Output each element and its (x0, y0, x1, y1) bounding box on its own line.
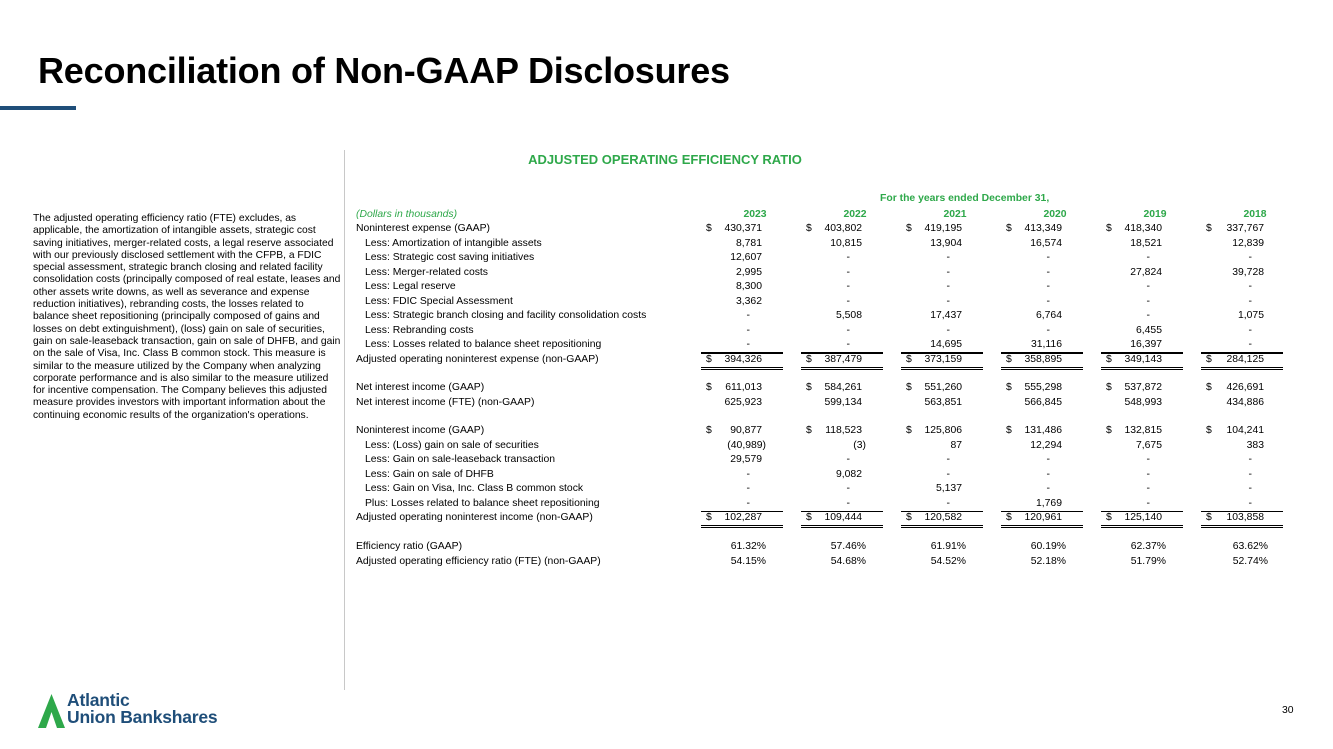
currency-symbol: $ (1206, 353, 1212, 365)
table-row (356, 238, 1284, 253)
cell-2018: - (1248, 252, 1252, 263)
cell-2022: 387,479 (824, 353, 862, 365)
table-row (356, 454, 1284, 469)
currency-symbol: $ (1106, 382, 1112, 393)
cell-2018: 383 (1246, 439, 1264, 451)
cell-2019: 537,872 (1124, 382, 1162, 393)
cell-underline (801, 511, 883, 512)
cell-double-underline (801, 369, 883, 370)
units-label: (Dollars in thousands) (356, 209, 458, 220)
cell-2022: 5,508 (835, 310, 862, 321)
cell-double-underline (701, 369, 783, 370)
cell-2022: - (846, 454, 850, 465)
cell-2019: 27,824 (1130, 266, 1162, 278)
table-row (356, 512, 1284, 527)
cell-double-underline (1101, 369, 1183, 370)
table-row (356, 223, 1284, 238)
cell-double-underline (1101, 527, 1183, 528)
cell-2020: - (1046, 252, 1050, 263)
cell-2023: 430,371 (724, 223, 762, 234)
row-label: Less: Merger-related costs (365, 266, 489, 278)
cell-double-underline (1201, 369, 1283, 370)
row-label: Plus: Losses related to balance sheet repositioning (365, 497, 600, 509)
cell-double-underline (1101, 367, 1183, 368)
table-row (356, 498, 1284, 513)
cell-2020: 566,845 (1024, 396, 1062, 408)
cell-2021: 17,437 (930, 310, 962, 321)
cell-2022: - (846, 483, 850, 494)
currency-symbol: $ (1006, 353, 1012, 365)
cell-2020: 555,298 (1024, 382, 1062, 393)
cell-2022: - (846, 281, 850, 292)
cell-2022: 109,444 (824, 512, 862, 523)
cell-2021: 61.91% (930, 541, 966, 552)
cell-2021: - (946, 324, 950, 336)
cell-2019: 16,397 (1130, 339, 1162, 350)
currency-symbol: $ (1006, 425, 1012, 436)
cell-2022: - (846, 252, 850, 263)
cell-2022: - (846, 497, 850, 509)
cell-2023: 3,362 (735, 295, 762, 307)
cell-2021: - (946, 295, 950, 307)
row-label: Adjusted operating noninterest income (non-GAAP) (356, 512, 593, 523)
cell-2019: - (1146, 281, 1150, 292)
sidebar-description: The adjusted operating efficiency ratio (FTE) excludes, as applicable, the amortization of intangible assets, strategic cost saving initiatives, merger-related costs, a legal reserve associated with our previously disclosed settlement with the CFPB, a FDIC special assessment, strategic branch closing and related facility consolidation costs (principally composed of real estate, leases and other assets write downs, as well as severance and expense reduction initiatives), rebranding costs, the losses related to balance sheet repositioning (principally composed of gains and losses on debt extinguishment), (loss) gain on sale of securities, gain on sale-leaseback transaction, gain on sale of DHFB, and gain on the sale of Visa, Inc. Class B common stock. This measure is similar to the measure utilized by the Company when analyzing corporate performance and is also similar to the measure utilized for incentive compensation. The Company believes this adjusted measure provides investors with important information about the continuing economic results of the organization's operations. (33, 213, 341, 421)
cell-underline (801, 353, 883, 354)
year-header-2022: 2022 (843, 209, 867, 220)
table-row (356, 483, 1284, 498)
cell-2023: - (746, 310, 750, 321)
cell-2022: (3) (853, 439, 866, 451)
row-label: Net interest income (GAAP) (356, 382, 485, 393)
cell-double-underline (1001, 525, 1083, 526)
cell-2021: - (946, 266, 950, 278)
cell-2019: 418,340 (1124, 223, 1162, 234)
row-label: Less: Amortization of intangible assets (365, 237, 542, 249)
cell-double-underline (1101, 525, 1183, 526)
cell-2022: - (846, 295, 850, 307)
currency-symbol: $ (1106, 223, 1112, 234)
cell-2018: 52.74% (1232, 555, 1268, 567)
cell-2018: - (1248, 295, 1252, 307)
cell-2022: 403,802 (824, 223, 862, 234)
table-row (356, 397, 1284, 412)
row-label: Less: Strategic branch closing and facility consolidation costs (365, 310, 647, 321)
currency-symbol: $ (806, 382, 812, 393)
cell-underline (1101, 511, 1183, 512)
cell-double-underline (901, 367, 983, 368)
logo-line-1: Atlantic (67, 690, 130, 710)
table-row (356, 541, 1284, 556)
cell-underline (1001, 511, 1083, 512)
cell-2023: - (746, 339, 750, 350)
cell-underline (1101, 353, 1183, 354)
cell-2021: 87 (950, 439, 962, 451)
currency-symbol: $ (1006, 382, 1012, 393)
cell-double-underline (701, 525, 783, 526)
row-label: Less: Legal reserve (365, 281, 456, 292)
cell-underline (701, 353, 783, 354)
cell-2021: 13,904 (930, 237, 962, 249)
row-label: Less: (Loss) gain on sale of securities (365, 439, 539, 451)
currency-symbol: $ (806, 223, 812, 234)
currency-symbol: $ (1106, 425, 1112, 436)
cell-2019: - (1146, 468, 1150, 480)
cell-2022: 57.46% (830, 541, 866, 552)
cell-double-underline (701, 527, 783, 528)
row-label: Less: Strategic cost saving initiatives (365, 252, 535, 263)
cell-2020: 6,764 (1035, 310, 1062, 321)
cell-double-underline (801, 525, 883, 526)
cell-2018: - (1248, 468, 1252, 480)
cell-2019: 18,521 (1130, 237, 1162, 249)
logo-line-2: Union Bankshares (67, 707, 218, 727)
cell-2020: - (1046, 454, 1050, 465)
cell-double-underline (901, 525, 983, 526)
cell-double-underline (1001, 527, 1083, 528)
cell-2020: 1,769 (1035, 497, 1062, 509)
row-label: Less: Rebranding costs (365, 324, 474, 336)
table-row (356, 252, 1284, 267)
table-row (356, 469, 1284, 484)
cell-2018: 426,691 (1226, 382, 1264, 393)
table-row (356, 339, 1284, 354)
cell-2022: - (846, 266, 850, 278)
currency-symbol: $ (906, 353, 912, 365)
row-label: Less: Gain on sale-leaseback transaction (365, 454, 556, 465)
cell-underline (1001, 353, 1083, 354)
cell-2023: 54.15% (730, 555, 766, 567)
currency-symbol: $ (806, 512, 812, 523)
cell-2019: 548,993 (1124, 396, 1162, 408)
year-header-2021: 2021 (943, 209, 967, 220)
cell-2021: 563,851 (924, 396, 962, 408)
cell-2023: 2,995 (735, 266, 762, 278)
cell-2019: - (1146, 497, 1150, 509)
cell-2022: 599,134 (824, 396, 862, 408)
year-header-2018: 2018 (1243, 209, 1267, 220)
cell-2019: 125,140 (1124, 512, 1162, 523)
row-label: Less: Gain on sale of DHFB (365, 468, 494, 480)
cell-2023: 90,877 (730, 425, 762, 436)
row-label: Less: FDIC Special Assessment (365, 295, 513, 307)
cell-2018: 337,767 (1226, 223, 1264, 234)
cell-2018: 12,839 (1232, 237, 1264, 249)
cell-2023: 8,781 (735, 237, 762, 249)
cell-double-underline (701, 367, 783, 368)
cell-2019: 6,455 (1135, 324, 1162, 336)
currency-symbol: $ (706, 512, 712, 523)
cell-2018: 1,075 (1237, 310, 1264, 321)
company-logo (38, 692, 278, 732)
table-row (356, 382, 1284, 397)
vertical-divider (344, 150, 345, 690)
currency-symbol: $ (1106, 353, 1112, 365)
cell-double-underline (1201, 525, 1283, 526)
cell-2023: (40,989) (727, 439, 766, 451)
logo-mark-icon (38, 694, 65, 728)
cell-2019: 132,815 (1124, 425, 1162, 436)
currency-symbol: $ (1206, 223, 1212, 234)
cell-2021: 5,137 (935, 483, 962, 494)
cell-2023: - (746, 324, 750, 336)
currency-symbol: $ (706, 223, 712, 234)
cell-2022: 54.68% (830, 555, 866, 567)
cell-2020: - (1046, 324, 1050, 336)
cell-2020: 12,294 (1030, 439, 1062, 451)
cell-2019: 7,675 (1135, 439, 1162, 451)
logo-wordmark (67, 692, 217, 726)
cell-double-underline (801, 527, 883, 528)
table-row (356, 310, 1284, 325)
cell-2021: 373,159 (924, 353, 962, 365)
cell-2022: - (846, 324, 850, 336)
currency-symbol: $ (906, 425, 912, 436)
currency-symbol: $ (706, 425, 712, 436)
cell-2020: 120,961 (1024, 512, 1062, 523)
table-title: ADJUSTED OPERATING EFFICIENCY RATIO (528, 152, 802, 167)
cell-2021: 125,806 (924, 425, 962, 436)
cell-double-underline (801, 367, 883, 368)
table-row (356, 267, 1284, 282)
year-header-2023: 2023 (743, 209, 767, 220)
cell-double-underline (1201, 367, 1283, 368)
page-number: 30 (1282, 705, 1294, 716)
currency-symbol: $ (906, 382, 912, 393)
cell-2018: - (1248, 483, 1252, 494)
table-row (356, 556, 1284, 571)
row-label: Less: Gain on Visa, Inc. Class B common stock (365, 483, 584, 494)
cell-2021: 14,695 (930, 339, 962, 350)
cell-double-underline (1001, 367, 1083, 368)
cell-2020: 413,349 (1024, 223, 1062, 234)
currency-symbol: $ (1106, 512, 1112, 523)
row-label: Adjusted operating noninterest expense (non-GAAP) (356, 353, 599, 365)
currency-symbol: $ (1006, 512, 1012, 523)
currency-symbol: $ (1206, 425, 1212, 436)
cell-2019: - (1146, 252, 1150, 263)
page-title: Reconciliation of Non-GAAP Disclosures (38, 50, 730, 91)
table-row (356, 281, 1284, 296)
cell-2018: - (1248, 281, 1252, 292)
cell-2021: 120,582 (924, 512, 962, 523)
cell-2023: 625,923 (724, 396, 762, 408)
cell-2020: 60.19% (1030, 541, 1066, 552)
row-label: Adjusted operating efficiency ratio (FTE) (non-GAAP) (356, 555, 601, 567)
year-header-2019: 2019 (1143, 209, 1167, 220)
cell-2018: - (1248, 497, 1252, 509)
cell-double-underline (1001, 369, 1083, 370)
cell-2023: 29,579 (730, 454, 762, 465)
table-row (356, 296, 1284, 311)
currency-symbol: $ (906, 512, 912, 523)
cell-2022: 10,815 (830, 237, 862, 249)
cell-double-underline (901, 369, 983, 370)
cell-2023: 12,607 (730, 252, 762, 263)
cell-2021: - (946, 252, 950, 263)
table-row (356, 425, 1284, 440)
year-header-2020: 2020 (1043, 209, 1067, 220)
table-row (356, 325, 1284, 340)
cell-underline (1201, 353, 1283, 354)
cell-2018: 63.62% (1232, 541, 1268, 552)
cell-2018: 434,886 (1226, 396, 1264, 408)
cell-2021: 419,195 (924, 223, 962, 234)
cell-2023: 102,287 (724, 512, 762, 523)
cell-double-underline (1201, 527, 1283, 528)
cell-2023: - (746, 483, 750, 494)
currency-symbol: $ (806, 353, 812, 365)
cell-2023: 611,013 (725, 382, 762, 393)
cell-2021: - (946, 497, 950, 509)
period-header: For the years ended December 31, (880, 193, 1050, 204)
table-row (356, 354, 1284, 369)
cell-2022: - (846, 339, 850, 350)
cell-2021: - (946, 281, 950, 292)
cell-2020: - (1046, 468, 1050, 480)
cell-2018: - (1248, 339, 1252, 350)
currency-symbol: $ (906, 223, 912, 234)
cell-2019: 62.37% (1130, 541, 1166, 552)
cell-2019: - (1146, 483, 1150, 494)
cell-underline (1201, 511, 1283, 512)
cell-2019: - (1146, 295, 1150, 307)
table-row (356, 440, 1284, 455)
cell-2018: 39,728 (1232, 266, 1264, 278)
cell-double-underline (901, 527, 983, 528)
cell-2020: 358,895 (1024, 353, 1062, 365)
cell-2021: 54.52% (930, 555, 966, 567)
currency-symbol: $ (1206, 382, 1212, 393)
row-label: Noninterest expense (GAAP) (356, 223, 490, 234)
cell-2019: - (1146, 454, 1150, 465)
cell-2022: 584,261 (824, 382, 862, 393)
row-label: Noninterest income (GAAP) (356, 425, 485, 436)
cell-2018: 103,858 (1226, 512, 1264, 523)
cell-2020: 31,116 (1030, 339, 1062, 350)
cell-2023: - (746, 468, 750, 480)
cell-2020: - (1046, 295, 1050, 307)
cell-2022: 9,082 (835, 468, 862, 480)
cell-2021: 551,260 (924, 382, 962, 393)
cell-underline (701, 511, 783, 512)
currency-symbol: $ (706, 382, 712, 393)
currency-symbol: $ (1006, 223, 1012, 234)
cell-2020: - (1046, 483, 1050, 494)
cell-2021: - (946, 468, 950, 480)
cell-underline (901, 511, 983, 512)
currency-symbol: $ (706, 353, 712, 365)
cell-2022: 118,523 (825, 425, 862, 436)
cell-2018: - (1248, 454, 1252, 465)
cell-underline (901, 353, 983, 354)
currency-symbol: $ (1206, 512, 1212, 523)
cell-2023: - (746, 497, 750, 509)
cell-2019: - (1146, 310, 1150, 321)
cell-2020: - (1046, 281, 1050, 292)
cell-2020: 52.18% (1030, 555, 1066, 567)
row-label: Efficiency ratio (GAAP) (356, 541, 463, 552)
cell-2018: - (1248, 324, 1252, 336)
row-label: Less: Losses related to balance sheet repositioning (365, 339, 602, 350)
cell-2018: 104,241 (1226, 425, 1264, 436)
cell-2023: 61.32% (730, 541, 766, 552)
cell-2020: 16,574 (1030, 237, 1062, 249)
cell-2023: 394,326 (724, 353, 762, 365)
cell-2021: - (946, 454, 950, 465)
cell-2019: 51.79% (1130, 555, 1166, 567)
currency-symbol: $ (806, 425, 812, 436)
title-accent-bar (0, 106, 76, 110)
row-label: Net interest income (FTE) (non-GAAP) (356, 396, 535, 408)
cell-2018: 284,125 (1226, 353, 1264, 365)
cell-2023: 8,300 (735, 281, 762, 292)
cell-2020: 131,486 (1024, 425, 1062, 436)
cell-2020: - (1046, 266, 1050, 278)
cell-2019: 349,143 (1124, 353, 1162, 365)
